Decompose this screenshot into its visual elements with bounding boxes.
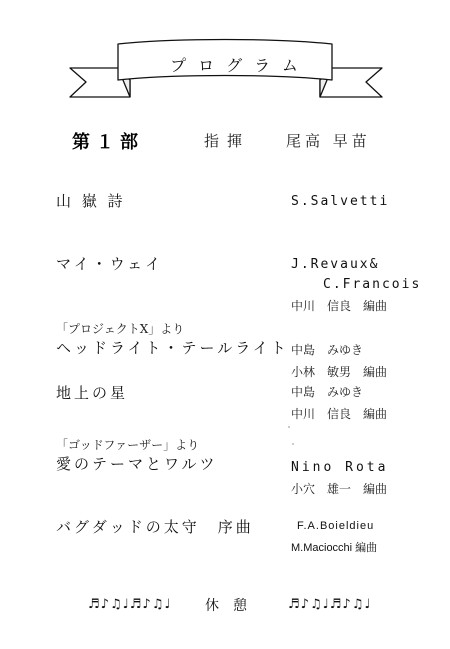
piece-credits <box>291 339 450 383</box>
scan-speck <box>288 426 290 428</box>
part-label: 第１部 <box>72 132 144 153</box>
piece-title: 地上の星 <box>56 384 129 402</box>
piece-title: マイ・ウェイ <box>56 255 164 273</box>
piece-title: ヘッドライト・テールライト <box>56 339 289 357</box>
program-item-3 <box>56 321 416 379</box>
arranger: 中川 信良 編曲 <box>291 299 388 313</box>
program-item-1 <box>56 191 416 211</box>
piece-source: 「ゴッドファーザー」より <box>56 438 200 452</box>
piece-credits <box>291 515 450 559</box>
arranger: M.Maciocchi 編曲 <box>291 542 378 554</box>
composer: F.A.Boieldieu <box>297 520 375 532</box>
banner-title: プログラム <box>170 56 310 75</box>
intermission-row <box>0 595 450 617</box>
program-item-2 <box>56 254 422 313</box>
piece-source: 「プロジェクトX」より <box>56 322 185 336</box>
composer: Nino Rota <box>291 460 389 475</box>
program-item-4 <box>56 383 416 421</box>
piece-title: 愛のテーマとワルツ <box>56 455 218 473</box>
arranger: 中川 信良 編曲 <box>291 407 388 421</box>
composer-line-2: C.Francois <box>323 277 422 292</box>
part-header <box>72 128 412 152</box>
piece-credits <box>291 255 450 317</box>
composer: 中島 みゆき <box>291 343 364 357</box>
piece-credits <box>291 458 450 500</box>
program-item-5 <box>56 437 416 496</box>
program-item-6 <box>56 517 416 554</box>
arranger: 小穴 雄一 編曲 <box>291 482 388 496</box>
piece-credits <box>291 192 450 212</box>
composer: 中島 みゆき <box>291 385 364 399</box>
composer: S.Salvetti <box>291 194 390 209</box>
piece-credits <box>291 381 450 425</box>
scan-speck <box>292 443 294 445</box>
intermission-label: 休憩 <box>205 598 261 614</box>
piece-title: バグダッドの太守 序曲 <box>56 518 254 536</box>
composer-line-1: J.Revaux& <box>291 257 380 272</box>
music-notes-right: ♬♪♫♩♬♪♫♩ <box>288 597 372 612</box>
piece-title: 山 嶽 詩 <box>56 192 126 210</box>
music-notes-left: ♬♪♫♩♬♪♫♩ <box>88 597 172 612</box>
conductor-role: 指揮 <box>204 132 251 150</box>
arranger: 小林 敏男 編曲 <box>291 365 388 379</box>
conductor-name: 尾高 早苗 <box>286 132 371 150</box>
